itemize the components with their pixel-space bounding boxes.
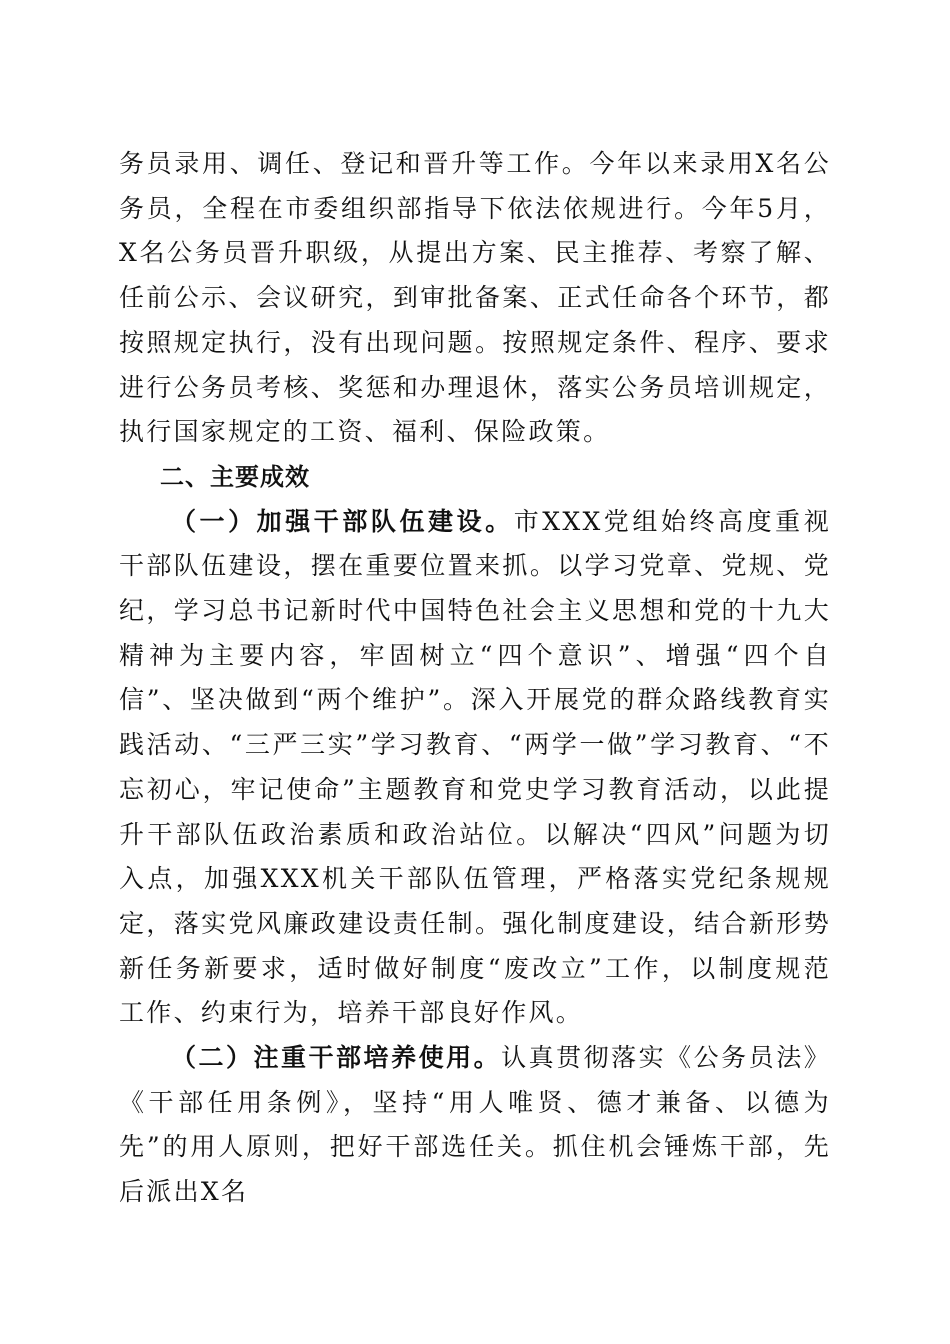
continuation-paragraph: 务员录用、调任、登记和晋升等工作。今年以来录用X名公务员，全程在市委组织部指导下依法依规进行。今年5月，X名公务员晋升职级，从提出方案、民主推荐、考察了解、任前公示、会议研究，到审批备案、正式任命各个环节，都按照规定执行，没有出现问题。按照规定条件、程序、要求进行公务员考核、奖惩和办理退休，落实公务员培训规定，执行国家规定的工资、福利、保险政策。 bbox=[119, 149, 831, 447]
subsection-1-body: 市XXX党组始终高度重视干部队伍建设，摆在重要位置来抓。以学习党章、党规、党纪，学习总书记新时代中国特色社会主义思想和党的十九大精神为主要内容，牢固树立“四个意识”、增强“四个自信”、坚决做到“两个维护”。深入开展党的群众路线教育实践活动、“三严三实”学习教育、“两学一做”学习教育、“不忘初心，牢记使命”主题教育和党史学习教育活动，以此提升干部队伍政治素质和政治站位。以解决“四风”问题为切入点，加强XXX机关干部队伍管理，严格落实党纪条规规定，落实党风廉政建设责任制。强化制度建设，结合新形势新任务新要求，适时做好制度“废改立”工作，以制度规范工作、约束行为，培养干部良好作风。 bbox=[119, 506, 831, 1028]
subsection-1-paragraph bbox=[119, 500, 831, 1036]
subsection-2-paragraph bbox=[119, 1036, 831, 1215]
subsection-1-lead: （一）加强干部队伍建设。 bbox=[171, 506, 514, 536]
section-heading: 二、主要成效 bbox=[160, 462, 310, 491]
document-body bbox=[119, 142, 831, 1215]
subsection-2-lead: （二）注重干部培养使用。 bbox=[171, 1043, 502, 1073]
subsection-2-body: 认真贯彻落实《公务员法》《干部任用条例》，坚持“用人唯贤、德才兼备、以德为先”的用人原则，把好干部选任关。抓住机会锤炼干部，先后派出X名 bbox=[119, 1043, 831, 1207]
